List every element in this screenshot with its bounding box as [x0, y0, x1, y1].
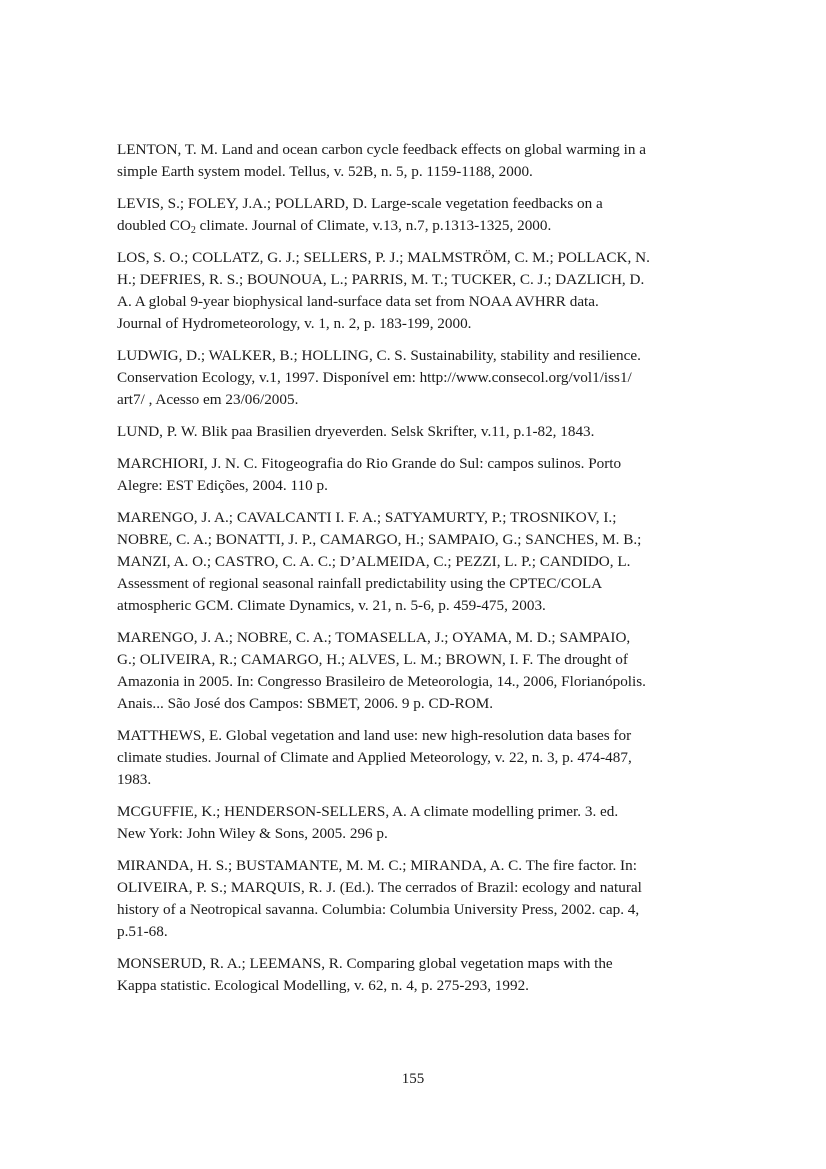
reference-line: art7/ , Acesso em 23/06/2005. [117, 391, 299, 408]
reference-line: New York: John Wiley & Sons, 2005. 296 p. [117, 825, 388, 842]
reference-line: NOBRE, C. A.; BONATTI, J. P., CAMARGO, H.; SAMPAIO, G.; SANCHES, M. B.; [117, 531, 642, 548]
reference-entry-miranda [117, 855, 709, 943]
reference-line: LOS, S. O.; COLLATZ, G. J.; SELLERS, P. J.; MALMSTRÖM, C. M.; POLLACK, N. [117, 249, 650, 266]
reference-line: 1983. [117, 771, 152, 788]
reference-line: MARCHIORI, J. N. C. Fitogeografia do Rio Grande do Sul: campos sulinos. Porto [117, 455, 622, 472]
reference-entry-lenton [117, 139, 709, 183]
reference-line: Alegre: EST Edições, 2004. 110 p. [117, 477, 328, 494]
reference-line: MCGUFFIE, K.; HENDERSON-SELLERS, A. A climate modelling primer. 3. ed. [117, 803, 619, 820]
reference-line: MARENGO, J. A.; NOBRE, C. A.; TOMASELLA, J.; OYAMA, M. D.; SAMPAIO, [117, 629, 631, 646]
reference-line: simple Earth system model. Tellus, v. 52B, n. 5, p. 1159-1188, 2000. [117, 163, 533, 180]
reference-line: H.; DEFRIES, R. S.; BOUNOUA, L.; PARRIS, M. T.; TUCKER, C. J.; DAZLICH, D. [117, 271, 645, 288]
reference-line: G.; OLIVEIRA, R.; CAMARGO, H.; ALVES, L. M.; BROWN, I. F. The drought of [117, 651, 628, 668]
reference-line: MANZI, A. O.; CASTRO, C. A. C.; D’ALMEIDA, C.; PEZZI, L. P.; CANDIDO, L. [117, 553, 631, 570]
reference-line: OLIVEIRA, P. S.; MARQUIS, R. J. (Ed.). The cerrados of Brazil: ecology and natural [117, 879, 642, 896]
reference-entry-lund [117, 421, 709, 443]
reference-line: MONSERUD, R. A.; LEEMANS, R. Comparing global vegetation maps with the [117, 955, 613, 972]
reference-entry-marengo-2003 [117, 507, 709, 617]
reference-line: LENTON, T. M. Land and ocean carbon cycle feedback effects on global warming in a [117, 141, 646, 158]
reference-list [117, 139, 709, 1007]
reference-line: Anais... São José dos Campos: SBMET, 2006. 9 p. CD-ROM. [117, 695, 494, 712]
reference-entry-mcguffie [117, 801, 709, 845]
reference-entry-marchiori [117, 453, 709, 497]
reference-line: LUND, P. W. Blik paa Brasilien dryeverden. Selsk Skrifter, v.11, p.1-82, 1843. [117, 423, 595, 440]
reference-line: Kappa statistic. Ecological Modelling, v. 62, n. 4, p. 275-293, 1992. [117, 977, 529, 994]
reference-line: atmospheric GCM. Climate Dynamics, v. 21, n. 5-6, p. 459-475, 2003. [117, 597, 546, 614]
reference-line: Conservation Ecology, v.1, 1997. Disponível em: http://www.consecol.org/vol1/iss1/ [117, 369, 632, 386]
reference-entry-marengo-2006 [117, 627, 709, 715]
reference-line: Amazonia in 2005. In: Congresso Brasileiro de Meteorologia, 14., 2006, Florianópolis. [117, 673, 646, 690]
reference-line: LUDWIG, D.; WALKER, B.; HOLLING, C. S. Sustainability, stability and resilience. [117, 347, 641, 364]
reference-entry-matthews [117, 725, 709, 791]
reference-entry-ludwig [117, 345, 709, 411]
reference-line: Assessment of regional seasonal rainfall predictability using the CPTEC/COLA [117, 575, 603, 592]
reference-line: climate studies. Journal of Climate and Applied Meteorology, v. 22, n. 3, p. 474-487, [117, 749, 632, 766]
reference-entry-levis [117, 193, 709, 237]
reference-text: climate. Journal of Climate, v.13, n.7, p.1313-1325, 2000. [195, 217, 552, 234]
reference-line: MARENGO, J. A.; CAVALCANTI I. F. A.; SATYAMURTY, P.; TROSNIKOV, I.; [117, 509, 617, 526]
reference-line: LEVIS, S.; FOLEY, J.A.; POLLARD, D. Large-scale vegetation feedbacks on a [117, 195, 603, 212]
reference-entry-monserud [117, 953, 709, 997]
page-number: 155 [401, 1071, 425, 1087]
reference-line: A. A global 9-year biophysical land-surface data set from NOAA AVHRR data. [117, 293, 599, 310]
reference-line [117, 215, 709, 237]
reference-text: doubled CO [117, 217, 191, 234]
reference-line: Journal of Hydrometeorology, v. 1, n. 2, p. 183-199, 2000. [117, 315, 472, 332]
reference-line: history of a Neotropical savanna. Columbia: Columbia University Press, 2002. cap. 4, [117, 901, 640, 918]
reference-line: MATTHEWS, E. Global vegetation and land use: new high-resolution data bases for [117, 727, 632, 744]
reference-line: MIRANDA, H. S.; BUSTAMANTE, M. M. C.; MIRANDA, A. C. The fire factor. In: [117, 857, 637, 874]
reference-line: p.51-68. [117, 923, 168, 940]
subscript: 2 [190, 225, 196, 236]
reference-entry-los [117, 247, 709, 335]
